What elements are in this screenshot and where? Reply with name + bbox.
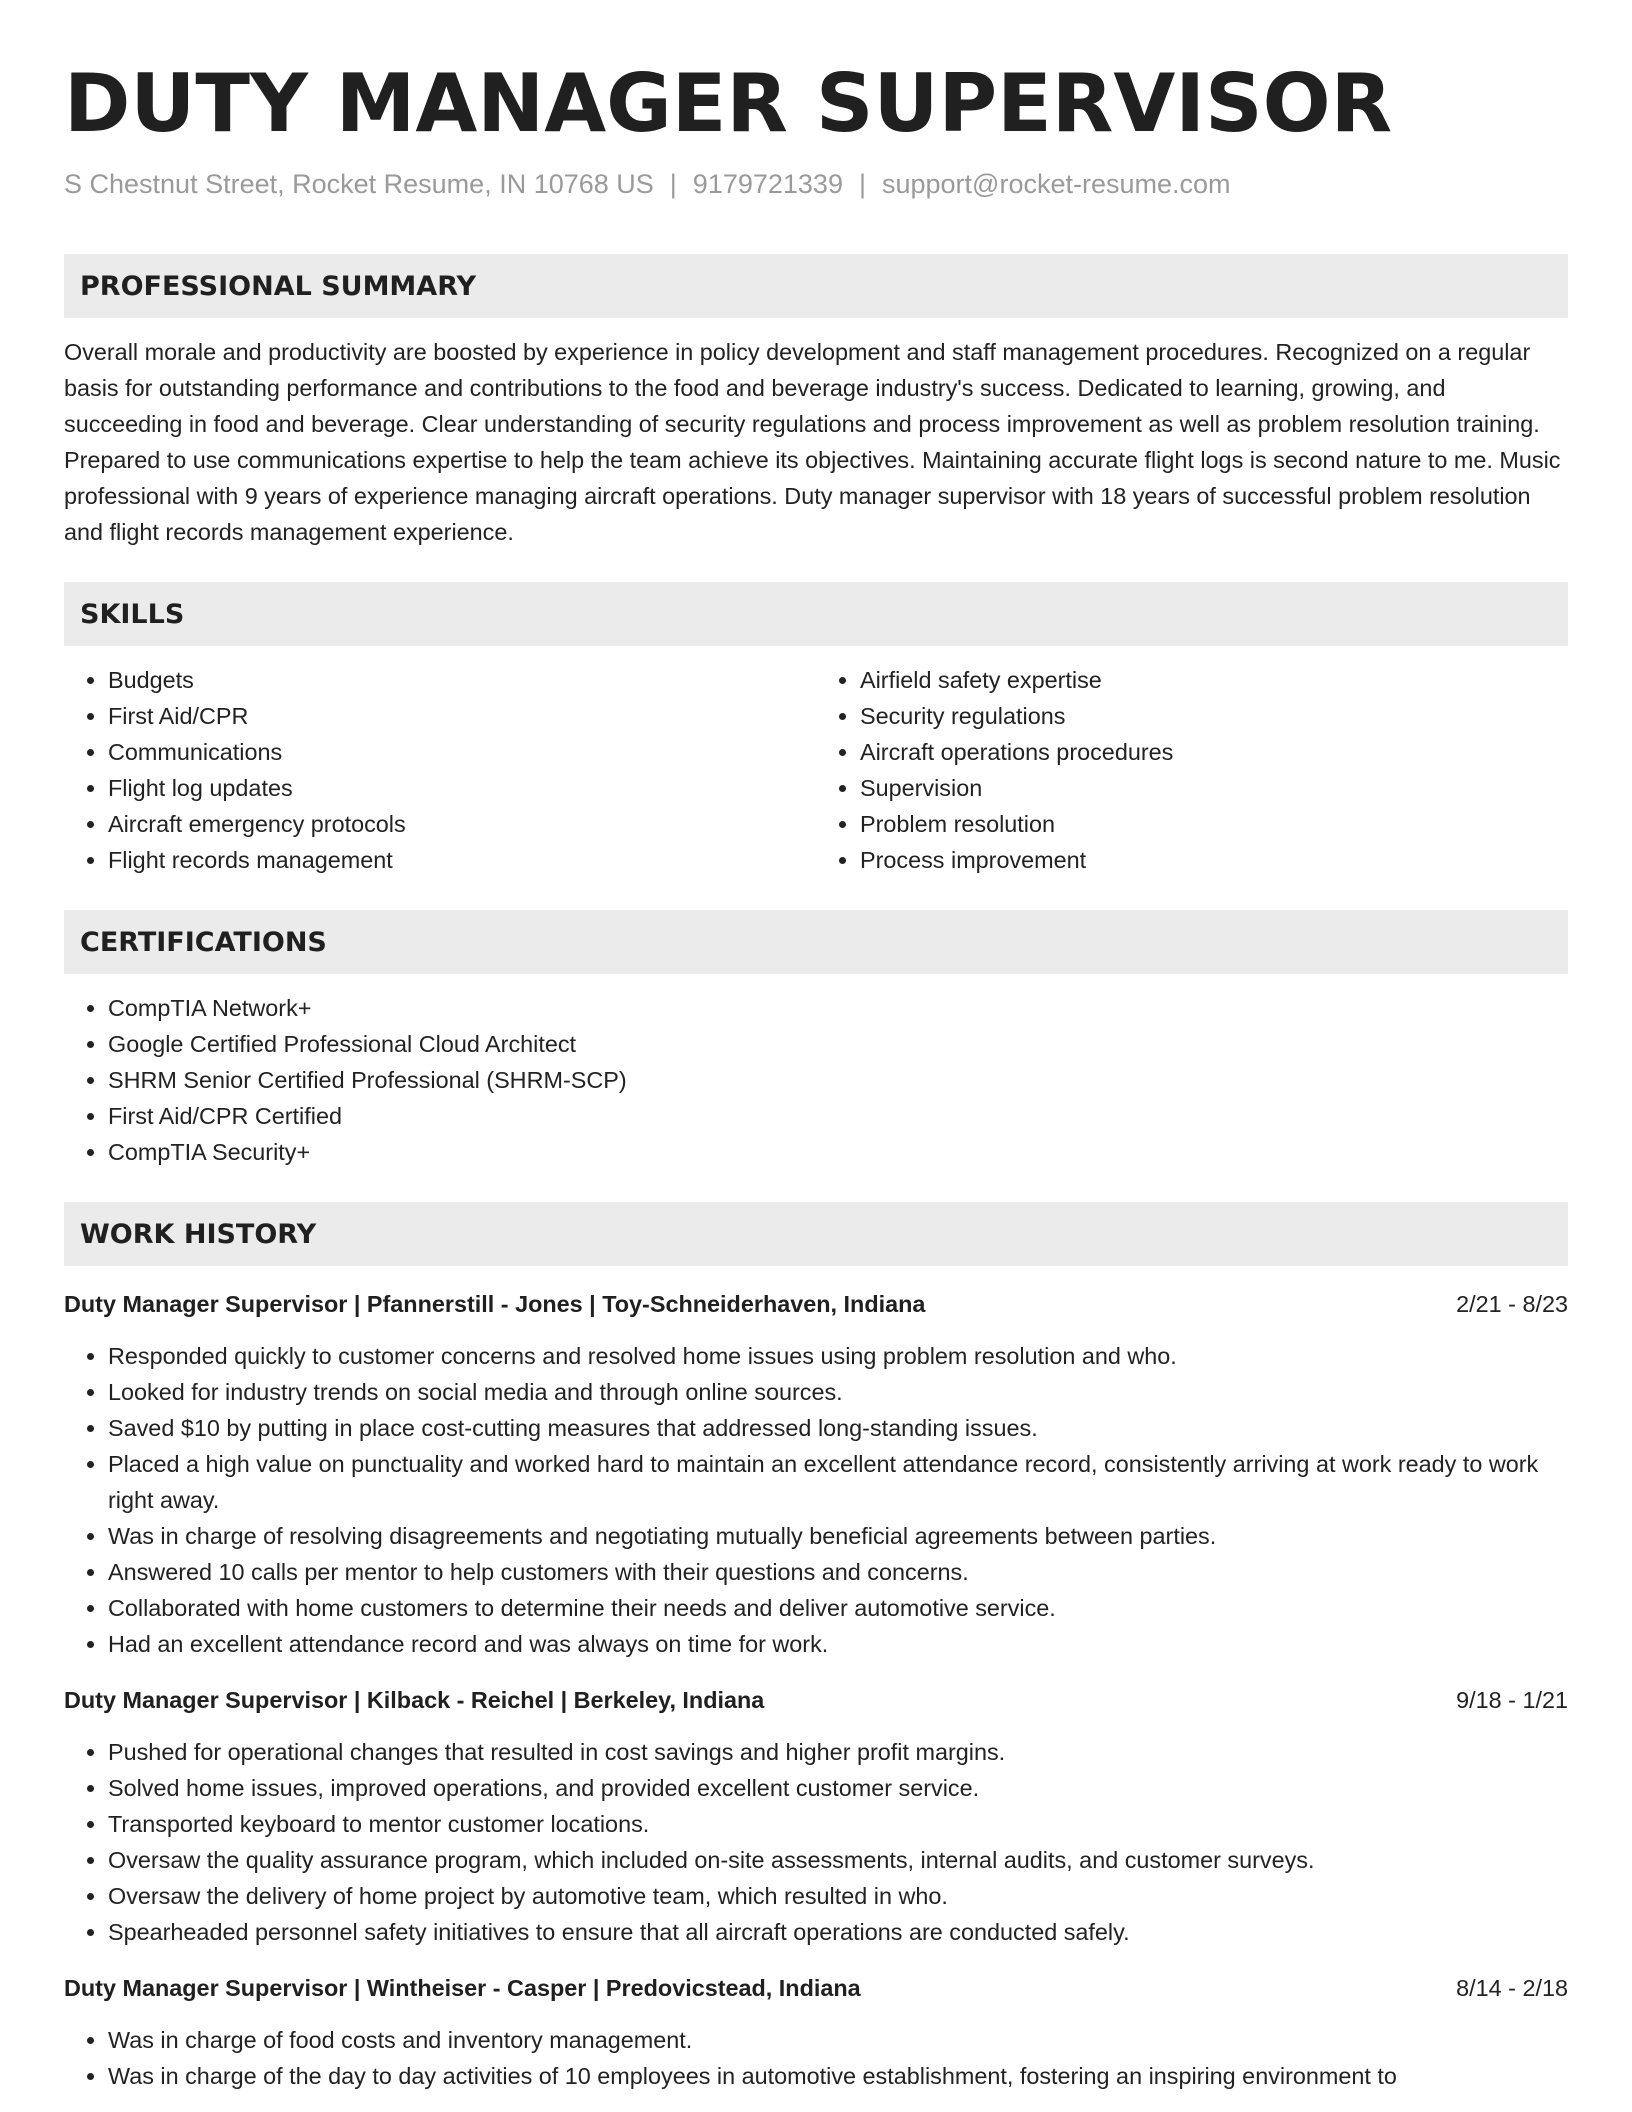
- section-header-summary: PROFESSIONAL SUMMARY: [64, 254, 1568, 318]
- summary-text: Overall morale and productivity are boosted by experience in policy development and staff management procedures. Recognized on a regular basis for outstanding performance and contributions to the food and beverage industry's success. Dedicated to learning, growing, and succeeding in food and beverage. Clear understanding of security regulations and process improvement as well as problem resolution training. Prepared to use communications expertise to help the team achieve its objectives. Maintaining accurate flight logs is second nature to me. Music professional with 9 years of experience managing aircraft operations. Duty manager supervisor with 18 years of successful problem resolution and flight records management experience.: [64, 339, 1561, 545]
- resume-name: DUTY MANAGER SUPERVISOR: [64, 57, 1393, 150]
- job-title: Duty Manager Supervisor | Kilback - Reichel | Berkeley, Indiana: [64, 1687, 765, 1713]
- skill-item: • Flight log updates: [108, 770, 816, 806]
- job-dates: 8/14 - 2/18: [1456, 1975, 1568, 2001]
- job-entry: [64, 1286, 1568, 1662]
- certification-item: • SHRM Senior Certified Professional (SHRM-SCP): [108, 1062, 1568, 1098]
- job-bullets: [64, 2022, 1568, 2094]
- contact-separator: |: [669, 169, 677, 199]
- skill-item: • Process improvement: [860, 842, 1568, 878]
- job-bullet: • Had an excellent attendance record and was always on time for work.: [108, 1626, 1568, 1662]
- contact-phone: 9179721339: [692, 169, 843, 199]
- skill-item: • Supervision: [860, 770, 1568, 806]
- job-bullet: • Was in charge of food costs and inventory management.: [108, 2022, 1568, 2058]
- job-bullets: [64, 1734, 1568, 1950]
- skill-item: • Problem resolution: [860, 806, 1568, 842]
- skill-item: • Security regulations: [860, 698, 1568, 734]
- certification-item: • CompTIA Security+: [108, 1134, 1568, 1170]
- job-dates: 9/18 - 1/21: [1456, 1687, 1568, 1713]
- job-header: [64, 1970, 1568, 2006]
- job-bullets: [64, 1338, 1568, 1662]
- job-header: [64, 1286, 1568, 1322]
- section-header-certifications: CERTIFICATIONS: [64, 910, 1568, 974]
- job-header: [64, 1682, 1568, 1718]
- job-bullet: • Collaborated with home customers to determine their needs and deliver automotive service.: [108, 1590, 1568, 1626]
- skill-item: • Aircraft emergency protocols: [108, 806, 816, 842]
- skills-columns: [64, 662, 1568, 878]
- job-bullet: • Responded quickly to customer concerns and resolved home issues using problem resolution and who.: [108, 1338, 1568, 1374]
- job-bullet: • Oversaw the delivery of home project by automotive team, which resulted in who.: [108, 1878, 1568, 1914]
- skills-list-right: [816, 662, 1568, 878]
- job-bullet: • Pushed for operational changes that resulted in cost savings and higher profit margins.: [108, 1734, 1568, 1770]
- job-bullet: • Placed a high value on punctuality and worked hard to maintain an excellent attendance record, consistently arriving at work ready to work right away.: [108, 1446, 1568, 1518]
- job-bullet: • Saved $10 by putting in place cost-cutting measures that addressed long-standing issues.: [108, 1410, 1568, 1446]
- contact-separator: |: [858, 169, 866, 199]
- skills-list-left: [64, 662, 816, 878]
- certification-item: • Google Certified Professional Cloud Architect: [108, 1026, 1568, 1062]
- job-dates: 2/21 - 8/23: [1456, 1291, 1568, 1317]
- job-bullet: • Transported keyboard to mentor customer locations.: [108, 1806, 1568, 1842]
- section-header-work-history: WORK HISTORY: [64, 1202, 1568, 1266]
- skill-item: • First Aid/CPR: [108, 698, 816, 734]
- contact-line: [64, 166, 1568, 202]
- skill-item: • Airfield safety expertise: [860, 662, 1568, 698]
- certifications-list: [64, 990, 1568, 1170]
- skill-item: • Communications: [108, 734, 816, 770]
- job-bullet: • Looked for industry trends on social media and through online sources.: [108, 1374, 1568, 1410]
- job-bullet: • Spearheaded personnel safety initiatives to ensure that all aircraft operations are conducted safely.: [108, 1914, 1568, 1950]
- skill-item: • Aircraft operations procedures: [860, 734, 1568, 770]
- certification-item: • CompTIA Network+: [108, 990, 1568, 1026]
- job-entry: [64, 1682, 1568, 1950]
- job-entry: [64, 1970, 1568, 2094]
- skill-item: • Flight records management: [108, 842, 816, 878]
- job-bullet: • Solved home issues, improved operations, and provided excellent customer service.: [108, 1770, 1568, 1806]
- contact-address: S Chestnut Street, Rocket Resume, IN 10768 US: [64, 169, 654, 199]
- job-bullet: • Was in charge of the day to day activities of 10 employees in automotive establishment, fostering an inspiring environment to: [108, 2058, 1568, 2094]
- job-bullet: • Oversaw the quality assurance program, which included on-site assessments, internal audits, and customer surveys.: [108, 1842, 1568, 1878]
- contact-email: support@rocket-resume.com: [881, 169, 1231, 199]
- job-title: Duty Manager Supervisor | Wintheiser - Casper | Predovicstead, Indiana: [64, 1975, 861, 2001]
- job-bullet: • Answered 10 calls per mentor to help customers with their questions and concerns.: [108, 1554, 1568, 1590]
- job-title: Duty Manager Supervisor | Pfannerstill - Jones | Toy-Schneiderhaven, Indiana: [64, 1291, 926, 1317]
- job-bullet: • Was in charge of resolving disagreements and negotiating mutually beneficial agreements between parties.: [108, 1518, 1568, 1554]
- section-header-skills: SKILLS: [64, 582, 1568, 646]
- certification-item: • First Aid/CPR Certified: [108, 1098, 1568, 1134]
- skill-item: • Budgets: [108, 662, 816, 698]
